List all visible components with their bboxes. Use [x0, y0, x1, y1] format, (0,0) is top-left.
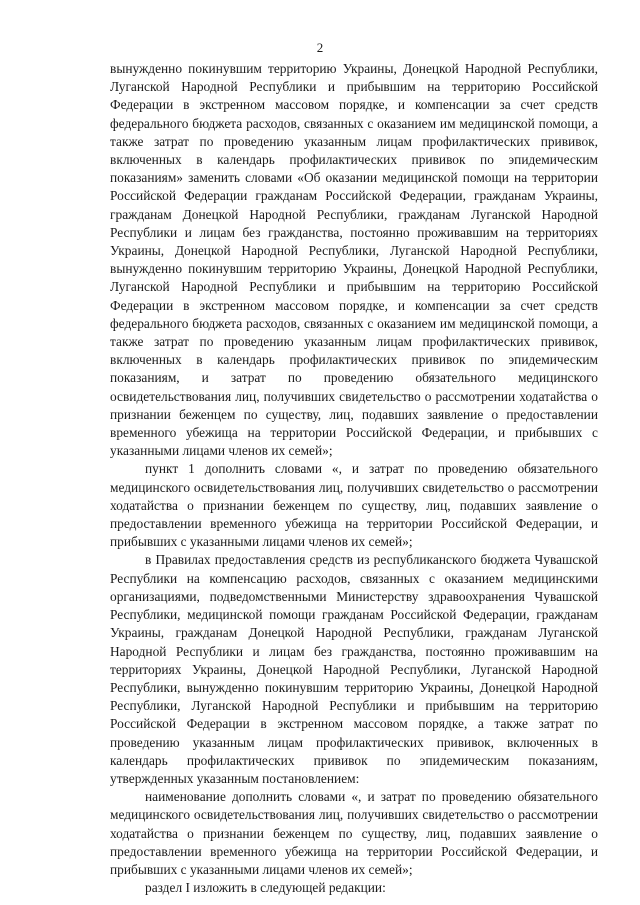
paragraph-item-1: пункт 1 дополнить словами «, и затрат по проведению обязательного медицинского освидетельствования лиц, получивших свидетельство о рассмотрении ходатайства о признании беженцем по существу, лиц, подавших заявление о предоставлении временного убежища на территории Российской Федерации, и прибывших с указанными лицами членов их семей»;: [110, 461, 598, 550]
document-body: [110, 60, 598, 897]
paragraph-rules: в Правилах предоставления средств из республиканского бюджета Чувашской Республики на компенсацию расходов, связанных с оказанием медицинскими организациями, подведомственными Министерству здравоохранения Чувашской Республики, медицинской помощи гражданам Российской Федерации, гражданам Украины, гражданам Донецкой Народной Республики, гражданам Луганской Народной Республики и лицам без гражданства, постоянно проживавшим на территориях Украины, Донецкой Народной Республики, Луганской Народной Республики, вынужденно покинувшим территорию Украины, Донецкой Народной Республики, Луганской Народной Республики и прибывшим на территорию Российской Федерации в экстренном массовом порядке, а также затрат по проведению указанным лицам профилактических прививок, включенных в календарь профилактических прививок по эпидемическим показаниям, утвержденных указанным постановлением:: [110, 552, 598, 786]
page-number: 2: [316, 40, 324, 55]
paragraph-continuation: вынужденно покинувшим территорию Украины, Донецкой Народной Республики, Луганской Народной Республики и прибывшим на территорию Российской Федерации в экстренном массовом порядке, и компенсации за счет средств федерального бюджета расходов, связанных с оказанием им медицинской помощи, а также затрат по проведению указанным лицам профилактических прививок, включенных в календарь профилактических прививок по эпидемическим показаниям» заменить словами «Об оказании медицинской помощи на территории Российской Федерации гражданам Российской Федерации, гражданам Украины, гражданам Донецкой Народной Республики, гражданам Луганской Народной Республики и лицам без гражданства, постоянно проживавшим на территориях Украины, Донецкой Народной Республики, Луганской Народной Республики, вынужденно покинувшим территорию Украины, Донецкой Народной Республики, Луганской Народной Республики и прибывшим на территорию Российской Федерации в экстренном массовом порядке, и компенсации за счет средств федерального бюджета расходов, связанных с оказанием им медицинской помощи, а также затрат по проведению указанным лицам профилактических прививок, включенных в календарь профилактических прививок по эпидемическим показаниям, и затрат по проведению обязательного медицинского освидетельствования лиц, получивших свидетельство о рассмотрении ходатайства о признании беженцем по существу, лиц, подавших заявление о предоставлении временного убежища на территории Российской Федерации, и прибывших с указанными лицами членов их семей»;: [110, 61, 598, 459]
paragraph-section-1: раздел I изложить в следующей редакции:: [145, 880, 386, 896]
paragraph-title-amendment: наименование дополнить словами «, и затрат по проведению обязательного медицинского освидетельствования лиц, получивших свидетельство о рассмотрении ходатайства о признании беженцем по существу, лиц, подавших заявление о предоставлении временного убежища на территории Российской Федерации, и прибывших с указанными лицами членов их семей»;: [110, 789, 598, 877]
